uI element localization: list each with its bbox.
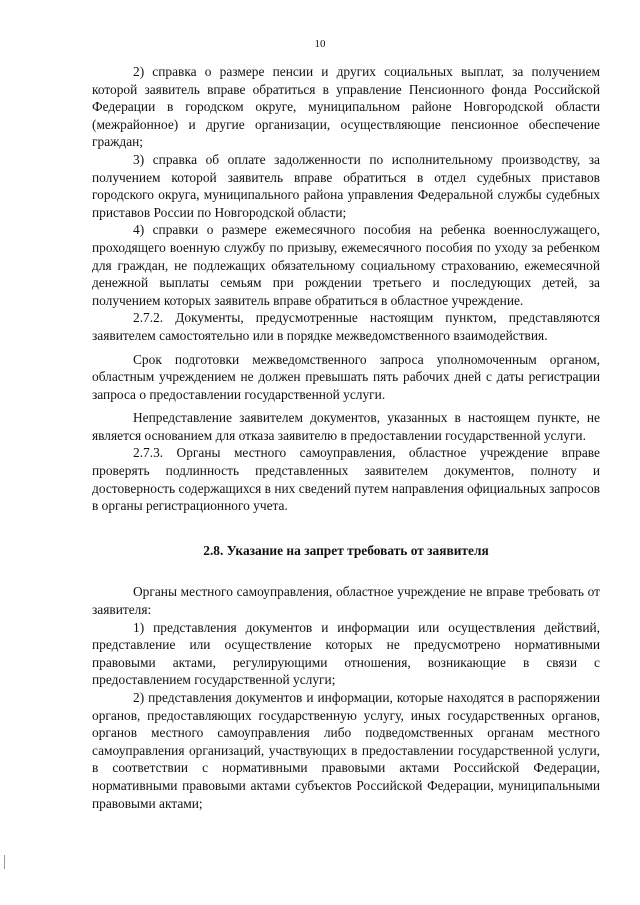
paragraph-debt-certificate: 3) справка об оплате задолженности по исполнительному производству, за получением которой заявитель вправе обратиться в отдел судебных приставов городского округа, муниципального района управления Федеральной службы судебных приставов России по Новгородской области; [92,151,600,220]
page-number: 10 [314,38,326,50]
paragraph-non-submission: Непредставление заявителем документов, указанных в настоящем пункте, не является основанием для отказа заявителю в предоставлении государственной услуги. [92,410,600,443]
scan-edge-mark [4,855,5,869]
section-heading: 2.8. Указание на запрет требовать от заявителя [203,542,489,558]
paragraph-pension-certificate: 2) справка о размере пенсии и других социальных выплат, за получением которой заявитель вправе обратиться в управление Пенсионного фонда Российской Федерации в городском округе, муниципальном районе Новгородской области (межрайонное) и другие организации, осуществляющие пенсионное обеспечение граждан; [92,64,600,150]
paragraph-child-allowance-certificate: 4) справки о размере ежемесячного пособия на ребенка военнослужащего, проходящего военную службу по призыву, ежемесячного пособия по уходу за ребенком для граждан, не подлежащих обязательному социальному страхованию, ежемесячной денежной выплаты семьям при рождении третьего и последующих детей, за получением которых заявитель вправе обратиться в областное учреждение. [92,222,600,308]
paragraph-prohibition-1: 1) представления документов и информации или осуществления действий, представление или осуществление которых не предусмотрено нормативными правовыми актами, регулирующими отношения, возникающие в связи с предоставлением государственной услуги; [92,619,600,688]
document-body [92,63,600,812]
paragraph-prohibition-intro: Органы местного самоуправления, областное учреждение не вправе требовать от заявителя: [92,584,600,618]
paragraph-prohibition-2: 2) представления документов и информации, которые находятся в распоряжении органов, предоставляющих государственную услугу, иных государственных органов, органов местного самоуправления либо подведомственных органам местного самоуправления организаций, участвующих в предоставлении государственной услуги, в соответствии с нормативными правовыми актами Российской Федерации, нормативными правовыми актами субъектов Российской Федерации, муниципальными правовыми актами; [92,690,600,811]
paragraph-2-7-3: 2.7.3. Органы местного самоуправления, областное учреждение вправе проверять подлинность представленных заявителем документов, полноту и достоверность содержащихся в них сведений путем направления официальных запросов в органы регистрационного учета. [92,445,600,514]
paragraph-request-deadline: Срок подготовки межведомственного запроса уполномоченным органом, областным учреждением не должен превышать пять рабочих дней с даты регистрации запроса о предоставлении государственной услуги. [92,351,600,402]
paragraph-2-7-2: 2.7.2. Документы, предусмотренные настоящим пунктом, представляются заявителем самостоятельно или в порядке межведомственного взаимодействия. [92,310,600,343]
